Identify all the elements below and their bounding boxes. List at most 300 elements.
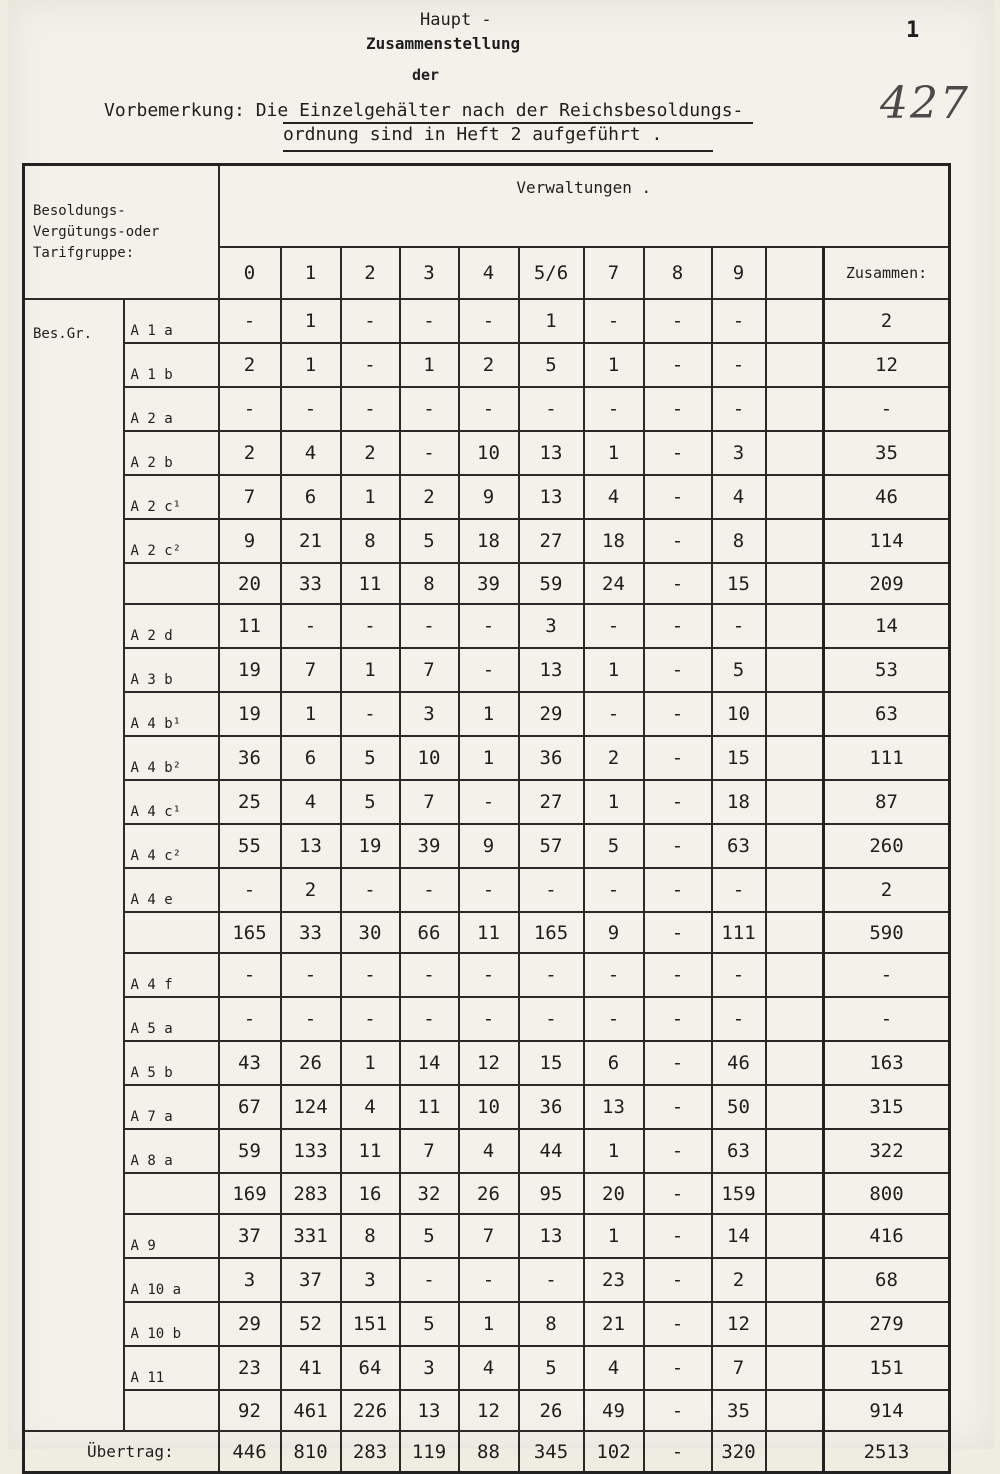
value-cell: 13 <box>281 824 341 868</box>
subtotal-cell: 26 <box>459 1173 519 1214</box>
table-row <box>24 648 950 692</box>
value-cell: 1 <box>341 1041 400 1085</box>
value-cell: - <box>519 953 584 997</box>
row-total: 2 <box>824 868 950 912</box>
value-cell: 19 <box>341 824 400 868</box>
value-cell: - <box>644 343 712 387</box>
value-cell: 3 <box>219 1258 281 1302</box>
uebertrag-total: 2513 <box>824 1431 950 1473</box>
value-cell: 13 <box>519 1214 584 1258</box>
subtotal-cell: 30 <box>341 912 400 953</box>
value-cell: 7 <box>712 1346 766 1390</box>
value-cell: - <box>584 953 644 997</box>
value-cell: 13 <box>584 1085 644 1129</box>
value-cell: - <box>341 343 400 387</box>
value-cell: - <box>281 604 341 648</box>
table-row <box>24 1258 950 1302</box>
value-cell: - <box>644 1302 712 1346</box>
value-cell: 2 <box>219 343 281 387</box>
subtotal-code-blank <box>124 912 219 953</box>
value-cell: 2 <box>459 343 519 387</box>
table-row <box>24 1085 950 1129</box>
value-cell: - <box>712 997 766 1041</box>
subtotal-cell: 12 <box>459 1390 519 1431</box>
subtotal-cell: 24 <box>584 563 644 604</box>
table-row <box>24 387 950 431</box>
subtotal-cell: 33 <box>281 912 341 953</box>
subtotal-cell: 11 <box>341 563 400 604</box>
empty-cell <box>766 648 824 692</box>
value-cell: - <box>459 780 519 824</box>
value-cell: - <box>459 997 519 1041</box>
value-cell: - <box>712 953 766 997</box>
grade-code: A 2 a <box>124 387 219 431</box>
value-cell: 19 <box>219 648 281 692</box>
value-cell: 151 <box>341 1302 400 1346</box>
value-cell: 1 <box>584 780 644 824</box>
value-cell: 1 <box>519 299 584 343</box>
value-cell: - <box>459 953 519 997</box>
subtotal-code-blank <box>124 1390 219 1431</box>
uebertrag-cell: - <box>644 1431 712 1473</box>
subtotal-cell: 49 <box>584 1390 644 1431</box>
subtotal-cell: 165 <box>219 912 281 953</box>
grade-code: A 5 a <box>124 997 219 1041</box>
value-cell: - <box>584 387 644 431</box>
value-cell: 59 <box>219 1129 281 1173</box>
value-cell: - <box>459 868 519 912</box>
value-cell: 6 <box>584 1041 644 1085</box>
subtotal-cell: 15 <box>712 563 766 604</box>
value-cell: 23 <box>219 1346 281 1390</box>
value-cell: 2 <box>584 736 644 780</box>
column-header-3: 3 <box>400 247 459 299</box>
value-cell: 18 <box>712 780 766 824</box>
value-cell: - <box>519 868 584 912</box>
value-cell: 7 <box>459 1214 519 1258</box>
grade-code: A 1 a <box>124 299 219 343</box>
value-cell: - <box>400 997 459 1041</box>
value-cell: 4 <box>584 475 644 519</box>
value-cell: - <box>400 604 459 648</box>
value-cell: 1 <box>281 299 341 343</box>
value-cell: - <box>519 997 584 1041</box>
value-cell: 10 <box>400 736 459 780</box>
grade-code: A 11 <box>124 1346 219 1390</box>
value-cell: - <box>219 299 281 343</box>
row-total: 63 <box>824 692 950 736</box>
value-cell: 46 <box>712 1041 766 1085</box>
grade-code: A 10 b <box>124 1302 219 1346</box>
value-cell: 64 <box>341 1346 400 1390</box>
value-cell: - <box>712 604 766 648</box>
value-cell: - <box>459 648 519 692</box>
table-row <box>24 736 950 780</box>
title-line-1: Haupt - <box>420 10 492 30</box>
value-cell: 27 <box>519 780 584 824</box>
subtotal-total: 800 <box>824 1173 950 1214</box>
row-total: 114 <box>824 519 950 563</box>
empty-cell <box>766 824 824 868</box>
grade-code: A 2 c¹ <box>124 475 219 519</box>
value-cell: - <box>400 387 459 431</box>
value-cell: 36 <box>519 1085 584 1129</box>
value-cell: 50 <box>712 1085 766 1129</box>
value-cell: 1 <box>400 343 459 387</box>
value-cell: 8 <box>341 1214 400 1258</box>
table-row <box>24 1041 950 1085</box>
subtotal-cell: 283 <box>281 1173 341 1214</box>
empty-cell <box>766 736 824 780</box>
value-cell: - <box>341 387 400 431</box>
subtotal-total: 209 <box>824 563 950 604</box>
column-header-1: 1 <box>281 247 341 299</box>
value-cell: - <box>341 604 400 648</box>
value-cell: 29 <box>219 1302 281 1346</box>
column-header-5: 5/6 <box>519 247 584 299</box>
value-cell: 1 <box>341 475 400 519</box>
column-header-6: 7 <box>584 247 644 299</box>
prefatory-note-line-2: ordnung sind in Heft 2 aufgeführt . <box>283 124 663 145</box>
uebertrag-cell: 446 <box>219 1431 281 1473</box>
value-cell: 9 <box>219 519 281 563</box>
row-total: 53 <box>824 648 950 692</box>
value-cell: 2 <box>281 868 341 912</box>
value-cell: 10 <box>712 692 766 736</box>
grade-code: A 4 e <box>124 868 219 912</box>
value-cell: 7 <box>400 1129 459 1173</box>
value-cell: 21 <box>281 519 341 563</box>
value-cell: - <box>644 648 712 692</box>
value-cell: 4 <box>712 475 766 519</box>
value-cell: - <box>644 868 712 912</box>
grade-code: A 3 b <box>124 648 219 692</box>
value-cell: 8 <box>341 519 400 563</box>
value-cell: - <box>219 997 281 1041</box>
grade-code: A 10 a <box>124 1258 219 1302</box>
row-total: 68 <box>824 1258 950 1302</box>
value-cell: - <box>644 997 712 1041</box>
value-cell: 5 <box>584 824 644 868</box>
value-cell: - <box>644 1214 712 1258</box>
row-total: 279 <box>824 1302 950 1346</box>
value-cell: 5 <box>519 343 584 387</box>
value-cell: - <box>644 431 712 475</box>
table-row <box>24 1214 950 1258</box>
column-header-0: 0 <box>219 247 281 299</box>
row-total: 2 <box>824 299 950 343</box>
value-cell: 37 <box>281 1258 341 1302</box>
value-cell: 10 <box>459 1085 519 1129</box>
empty-cell <box>766 1041 824 1085</box>
value-cell: 124 <box>281 1085 341 1129</box>
value-cell: 11 <box>219 604 281 648</box>
grade-code: A 4 b² <box>124 736 219 780</box>
value-cell: - <box>281 953 341 997</box>
value-cell: 14 <box>400 1041 459 1085</box>
subtotal-code-blank <box>124 563 219 604</box>
grade-code: A 4 c² <box>124 824 219 868</box>
value-cell: 1 <box>281 692 341 736</box>
empty-cell <box>766 563 824 604</box>
table-row <box>24 780 950 824</box>
empty-cell <box>766 868 824 912</box>
value-cell: 4 <box>459 1129 519 1173</box>
title-line-2: Zusammenstellung <box>366 34 521 53</box>
row-total: - <box>824 997 950 1041</box>
value-cell: - <box>341 953 400 997</box>
value-cell: 6 <box>281 736 341 780</box>
grade-code: A 9 <box>124 1214 219 1258</box>
value-cell: 3 <box>400 692 459 736</box>
empty-cell <box>766 692 824 736</box>
subtotal-row <box>24 1390 950 1431</box>
value-cell: 18 <box>459 519 519 563</box>
value-cell: 7 <box>281 648 341 692</box>
value-cell: 13 <box>519 431 584 475</box>
subtotal-cell: 26 <box>519 1390 584 1431</box>
value-cell: - <box>644 299 712 343</box>
column-header-8: 9 <box>712 247 766 299</box>
uebertrag-cell: 119 <box>400 1431 459 1473</box>
value-cell: - <box>219 953 281 997</box>
value-cell: 15 <box>519 1041 584 1085</box>
empty-cell <box>766 1346 824 1390</box>
subtotal-total: 590 <box>824 912 950 953</box>
value-cell: - <box>644 692 712 736</box>
empty-cell <box>766 343 824 387</box>
value-cell: 12 <box>459 1041 519 1085</box>
value-cell: - <box>341 299 400 343</box>
column-header-7: 8 <box>644 247 712 299</box>
zusammen-header: Zusammen: <box>824 247 950 299</box>
value-cell: 2 <box>712 1258 766 1302</box>
table-row <box>24 1302 950 1346</box>
empty-cell <box>766 953 824 997</box>
table-row <box>24 997 950 1041</box>
empty-cell <box>766 1390 824 1431</box>
value-cell: 8 <box>712 519 766 563</box>
value-cell: 29 <box>519 692 584 736</box>
value-cell: 18 <box>584 519 644 563</box>
value-cell: 1 <box>341 648 400 692</box>
value-cell: 37 <box>219 1214 281 1258</box>
row-total: 322 <box>824 1129 950 1173</box>
value-cell: 1 <box>584 648 644 692</box>
uebertrag-row <box>24 1431 950 1473</box>
page-number: 1 <box>906 18 920 43</box>
row-total: 151 <box>824 1346 950 1390</box>
prefatory-note-line-1: Vorbemerkung: Die Einzelgehälter nach der Reichsbesoldungs- <box>104 100 744 121</box>
grade-code: A 2 c² <box>124 519 219 563</box>
empty-cell <box>766 780 824 824</box>
empty-cell <box>766 431 824 475</box>
value-cell: 3 <box>519 604 584 648</box>
handwritten-number: 427 <box>880 78 970 129</box>
subtotal-cell: 20 <box>219 563 281 604</box>
value-cell: - <box>644 736 712 780</box>
value-cell: - <box>644 604 712 648</box>
row-total: 315 <box>824 1085 950 1129</box>
grade-code: A 5 b <box>124 1041 219 1085</box>
table-row <box>24 868 950 912</box>
value-cell: 63 <box>712 1129 766 1173</box>
value-cell: 13 <box>519 648 584 692</box>
empty-cell <box>766 912 824 953</box>
value-cell: - <box>712 343 766 387</box>
value-cell: 1 <box>584 431 644 475</box>
table-row <box>24 953 950 997</box>
grade-code: A 1 b <box>124 343 219 387</box>
grade-code: A 2 b <box>124 431 219 475</box>
subtotal-cell: 33 <box>281 563 341 604</box>
subtotal-cell: 111 <box>712 912 766 953</box>
value-cell: 25 <box>219 780 281 824</box>
empty-cell <box>766 1431 824 1473</box>
value-cell: 52 <box>281 1302 341 1346</box>
table-body <box>24 165 950 1473</box>
subtotal-cell: - <box>644 1173 712 1214</box>
value-cell: 5 <box>341 780 400 824</box>
blank-header-cell <box>766 247 824 299</box>
value-cell: - <box>459 1258 519 1302</box>
subtotal-cell: 35 <box>712 1390 766 1431</box>
value-cell: - <box>584 868 644 912</box>
value-cell: - <box>519 387 584 431</box>
verwaltungen-label: Verwaltungen . <box>219 165 950 248</box>
value-cell: - <box>584 604 644 648</box>
value-cell: 15 <box>712 736 766 780</box>
value-cell: 9 <box>459 475 519 519</box>
value-cell: - <box>219 387 281 431</box>
empty-cell <box>766 519 824 563</box>
salary-summary-table <box>22 163 951 1474</box>
header-row-1 <box>24 165 950 248</box>
value-cell: 11 <box>400 1085 459 1129</box>
value-cell: - <box>584 692 644 736</box>
value-cell: - <box>644 387 712 431</box>
value-cell: - <box>400 299 459 343</box>
empty-cell <box>766 1085 824 1129</box>
subtotal-cell: 461 <box>281 1390 341 1431</box>
value-cell: 133 <box>281 1129 341 1173</box>
column-header-2: 2 <box>341 247 400 299</box>
row-total: - <box>824 953 950 997</box>
table-row <box>24 824 950 868</box>
value-cell: 1 <box>584 343 644 387</box>
value-cell: - <box>644 953 712 997</box>
value-cell: 13 <box>519 475 584 519</box>
subtotal-cell: 39 <box>459 563 519 604</box>
subtotal-cell: 16 <box>341 1173 400 1214</box>
value-cell: 41 <box>281 1346 341 1390</box>
grade-code: A 4 c¹ <box>124 780 219 824</box>
subtotal-cell: 11 <box>459 912 519 953</box>
subtotal-cell: - <box>644 912 712 953</box>
row-total: - <box>824 387 950 431</box>
value-cell: 10 <box>459 431 519 475</box>
table-row <box>24 519 950 563</box>
value-cell: 39 <box>400 824 459 868</box>
value-cell: 44 <box>519 1129 584 1173</box>
value-cell: - <box>644 1041 712 1085</box>
value-cell: - <box>341 692 400 736</box>
table-row <box>24 604 950 648</box>
value-cell: - <box>644 1129 712 1173</box>
table-row <box>24 475 950 519</box>
value-cell: - <box>644 1258 712 1302</box>
value-cell: - <box>400 868 459 912</box>
value-cell: 4 <box>281 780 341 824</box>
row-total: 163 <box>824 1041 950 1085</box>
value-cell: 9 <box>459 824 519 868</box>
value-cell: - <box>400 1258 459 1302</box>
value-cell: - <box>584 997 644 1041</box>
value-cell: 5 <box>400 1214 459 1258</box>
value-cell: - <box>712 299 766 343</box>
uebertrag-cell: 283 <box>341 1431 400 1473</box>
value-cell: - <box>644 1085 712 1129</box>
value-cell: 4 <box>459 1346 519 1390</box>
subtotal-cell: 20 <box>584 1173 644 1214</box>
value-cell: 2 <box>219 431 281 475</box>
subtotal-cell: 66 <box>400 912 459 953</box>
table-row <box>24 431 950 475</box>
value-cell: 5 <box>712 648 766 692</box>
value-cell: 19 <box>219 692 281 736</box>
row-total: 12 <box>824 343 950 387</box>
value-cell: 12 <box>712 1302 766 1346</box>
value-cell: 55 <box>219 824 281 868</box>
value-cell: - <box>219 868 281 912</box>
subtotal-cell: 159 <box>712 1173 766 1214</box>
value-cell: 8 <box>519 1302 584 1346</box>
value-cell: 5 <box>400 1302 459 1346</box>
subtotal-code-blank <box>124 1173 219 1214</box>
value-cell: - <box>519 1258 584 1302</box>
value-cell: - <box>712 387 766 431</box>
empty-cell <box>766 1302 824 1346</box>
row-total: 14 <box>824 604 950 648</box>
value-cell: 1 <box>459 692 519 736</box>
value-cell: - <box>644 1346 712 1390</box>
value-cell: - <box>459 604 519 648</box>
value-cell: 5 <box>341 736 400 780</box>
value-cell: 1 <box>459 736 519 780</box>
empty-cell <box>766 1258 824 1302</box>
row-total: 35 <box>824 431 950 475</box>
value-cell: 21 <box>584 1302 644 1346</box>
value-cell: 43 <box>219 1041 281 1085</box>
table-row <box>24 692 950 736</box>
underline-2 <box>283 150 713 152</box>
group-label: Besoldungs-Vergütungs-oder Tarifgruppe: <box>24 165 219 300</box>
subtotal-row <box>24 563 950 604</box>
table-row <box>24 343 950 387</box>
subtotal-row <box>24 912 950 953</box>
value-cell: - <box>712 868 766 912</box>
value-cell: 4 <box>341 1085 400 1129</box>
empty-cell <box>766 1129 824 1173</box>
empty-cell <box>766 387 824 431</box>
subtotal-cell: 169 <box>219 1173 281 1214</box>
value-cell: - <box>459 387 519 431</box>
subtotal-total: 914 <box>824 1390 950 1431</box>
value-cell: - <box>341 997 400 1041</box>
value-cell: - <box>644 475 712 519</box>
value-cell: 27 <box>519 519 584 563</box>
value-cell: 1 <box>584 1129 644 1173</box>
